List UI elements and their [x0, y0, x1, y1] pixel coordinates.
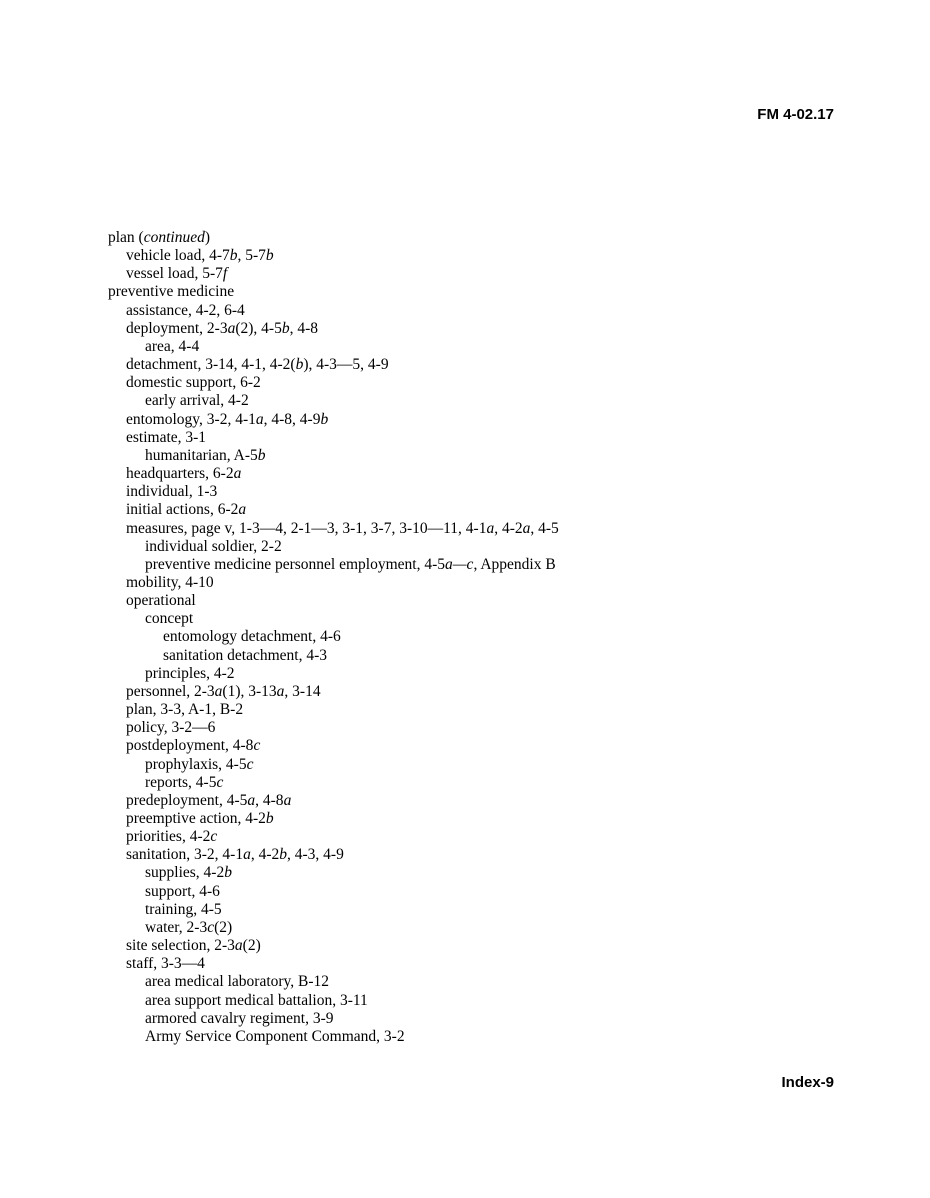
index-entry [108, 628, 828, 646]
index-entry-text: (2) [242, 937, 261, 955]
index-entry-italic-text: a [214, 682, 223, 700]
index-entry-italic-text: c [207, 918, 215, 936]
index-entry-text: assistance, 4-2, 6-4 [126, 301, 245, 319]
index-entry [108, 501, 828, 519]
index-entry-italic-text: c [210, 828, 218, 846]
index-entry-text: estimate, 3-1 [126, 428, 207, 446]
index-entry-italic-text: a [238, 501, 247, 519]
index-entry [108, 556, 828, 574]
index-entry-text: humanitarian, A-5 [145, 446, 258, 464]
index-entry-text: site selection, 2-3 [126, 937, 235, 955]
index-entry-italic-text: a [247, 791, 256, 809]
index-entry [108, 919, 828, 937]
index-entry [108, 229, 828, 247]
index-entry [108, 756, 828, 774]
index-entry [108, 392, 828, 410]
index-entry [108, 701, 828, 719]
index-entry [108, 810, 828, 828]
index-entry-text: principles, 4-2 [145, 664, 235, 682]
index-entry-text: ), 4-3—5, 4-9 [303, 356, 389, 374]
index-entry [108, 574, 828, 592]
index-entry-italic-text: a [234, 937, 243, 955]
index-entry-text: staff, 3-3—4 [126, 955, 205, 973]
index-entry-text: ) [204, 229, 211, 246]
index-entry [108, 338, 828, 356]
index-entry [108, 792, 828, 810]
index-entry [108, 737, 828, 755]
index-entry-text: , 4-8 [289, 319, 319, 337]
index-entry-italic-text: a [233, 465, 242, 483]
index-entry-text: , 3-14 [284, 682, 321, 700]
index-entry-text: , 5-7 [237, 247, 266, 265]
index-entry-text: (1), 3-13 [222, 682, 277, 700]
index-entry-list [108, 229, 828, 1046]
index-entry-text: preventive medicine personnel employment, 4-5 [145, 555, 446, 573]
index-entry-italic-text: f [222, 265, 228, 283]
index-entry-italic-text: a—c [445, 555, 474, 573]
index-entry-text: policy, 3-2—6 [126, 719, 216, 737]
index-entry-text: headquarters, 6-2 [126, 465, 234, 483]
index-entry-text: domestic support, 6-2 [126, 374, 261, 392]
index-entry-text: detachment, 3-14, 4-1, 4-2( [126, 356, 296, 374]
page-number: Index-9 [781, 1074, 834, 1091]
index-entry-text: area, 4-4 [145, 337, 200, 355]
index-entry-italic-text: a [283, 791, 292, 809]
index-entry [108, 719, 828, 737]
index-entry-text: concept [145, 610, 194, 628]
index-entry-text: water, 2-3 [145, 918, 208, 936]
index-entry [108, 447, 828, 465]
index-entry-text: mobility, 4-10 [126, 573, 214, 591]
index-entry-italic-text: b [320, 410, 329, 428]
index-entry [108, 955, 828, 973]
index-entry-italic-text: continued [143, 229, 205, 246]
index-entry-text: , 4-8, 4-9 [263, 410, 321, 428]
index-entry-italic-text: b [265, 247, 274, 265]
index-entry-text: , Appendix B [473, 555, 556, 573]
index-entry [108, 483, 828, 501]
index-entry [108, 828, 828, 846]
index-entry-text: training, 4-5 [145, 900, 222, 918]
index-entry-italic-text: a [522, 519, 531, 537]
document-number: FM 4-02.17 [757, 106, 834, 123]
index-entry-text: plan, 3-3, A-1, B-2 [126, 701, 244, 719]
index-entry [108, 992, 828, 1010]
index-entry-text: priorities, 4-2 [126, 828, 211, 846]
index-entry [108, 683, 828, 701]
index-entry-text: , 4-3, 4-9 [287, 846, 344, 864]
index-entry-text: plan ( [108, 229, 144, 246]
index-entry [108, 411, 828, 429]
index-entry-text: measures, page v, 1-3—4, 2-1—3, 3-1, 3-7, 3-10—11, 4-1 [126, 519, 487, 537]
index-entry-text: individual, 1-3 [126, 483, 218, 501]
index-entry-text: Army Service Component Command, 3-2 [145, 1027, 405, 1045]
index-entry [108, 320, 828, 338]
index-entry [108, 356, 828, 374]
index-entry [108, 846, 828, 864]
index-entry-italic-text: b [224, 864, 232, 882]
index-entry [108, 647, 828, 665]
index-entry-text: entomology, 3-2, 4-1 [126, 410, 256, 428]
index-entry-text: postdeployment, 4-8 [126, 737, 254, 755]
index-entry-text: , 4-8 [255, 791, 284, 809]
index-entry-text: vehicle load, 4-7 [126, 247, 230, 265]
index-entry-text: (2) [214, 918, 233, 936]
index-entry-italic-text: c [216, 773, 224, 791]
index-entry-text: support, 4-6 [145, 882, 220, 900]
index-entry-text: sanitation detachment, 4-3 [163, 646, 327, 664]
index-entry-text: area medical laboratory, B-12 [145, 973, 330, 991]
index-entry-text: supplies, 4-2 [145, 864, 225, 882]
index-entry [108, 610, 828, 628]
index-entry-text: deployment, 2-3 [126, 319, 228, 337]
index-entry-text: initial actions, 6-2 [126, 501, 239, 519]
index-entry-italic-text: b [279, 846, 288, 864]
index-entry-italic-text: a [276, 682, 285, 700]
index-entry [108, 538, 828, 556]
index-entry-italic-text: b [265, 810, 274, 827]
index-entry-text: individual soldier, 2-2 [145, 537, 282, 555]
index-entry [108, 429, 828, 447]
index-entry [108, 864, 828, 882]
index-entry [108, 1010, 828, 1028]
index-entry [108, 665, 828, 683]
index-entry-text: operational [126, 592, 196, 610]
index-entry [108, 774, 828, 792]
index-entry-text: armored cavalry regiment, 3-9 [145, 1009, 334, 1027]
index-entry [108, 247, 828, 265]
index-entry-italic-text: b [295, 356, 304, 374]
index-entry-text: reports, 4-5 [145, 773, 217, 791]
index-entry-text: (2), 4-5 [235, 319, 282, 337]
index-entry-italic-text: b [257, 446, 266, 464]
index-entry-text: personnel, 2-3 [126, 682, 215, 700]
index-entry-italic-text: b [281, 319, 290, 337]
index-entry-italic-text: c [253, 737, 261, 755]
index-entry-italic-text: c [246, 755, 254, 773]
index-entry-text: , 4-2 [250, 846, 280, 864]
index-entry [108, 901, 828, 919]
index-entry-text: sanitation, 3-2, 4-1 [126, 846, 244, 864]
index-entry-italic-text: b [229, 247, 238, 265]
index-entry [108, 520, 828, 538]
index-entry-text: area support medical battalion, 3-11 [145, 991, 368, 1009]
index-entry-text: prophylaxis, 4-5 [145, 755, 247, 773]
index-entry [108, 465, 828, 483]
index-entry-italic-text: a [243, 846, 251, 864]
index-entry-italic-text: a [227, 319, 236, 337]
index-entry [108, 265, 828, 283]
index-entry-text: vessel load, 5-7 [126, 265, 223, 283]
index-entry [108, 973, 828, 991]
index-entry [108, 883, 828, 901]
index-entry-italic-text: a [486, 519, 495, 537]
index-entry-text: , 4-5 [530, 519, 559, 537]
index-entry-text: early arrival, 4-2 [145, 392, 249, 410]
index-entry-text: entomology detachment, 4-6 [163, 628, 341, 646]
index-entry-text: preventive medicine [108, 283, 235, 301]
index-entry [108, 592, 828, 610]
index-entry [108, 374, 828, 392]
index-entry [108, 1028, 828, 1046]
index-entry [108, 302, 828, 320]
index-entry [108, 283, 828, 301]
index-entry [108, 937, 828, 955]
index-entry-italic-text: a [255, 410, 264, 428]
index-entry-text: predeployment, 4-5 [126, 791, 248, 809]
index-entry-text: preemptive action, 4-2 [126, 810, 266, 827]
index-entry-text: , 4-2 [494, 519, 523, 537]
